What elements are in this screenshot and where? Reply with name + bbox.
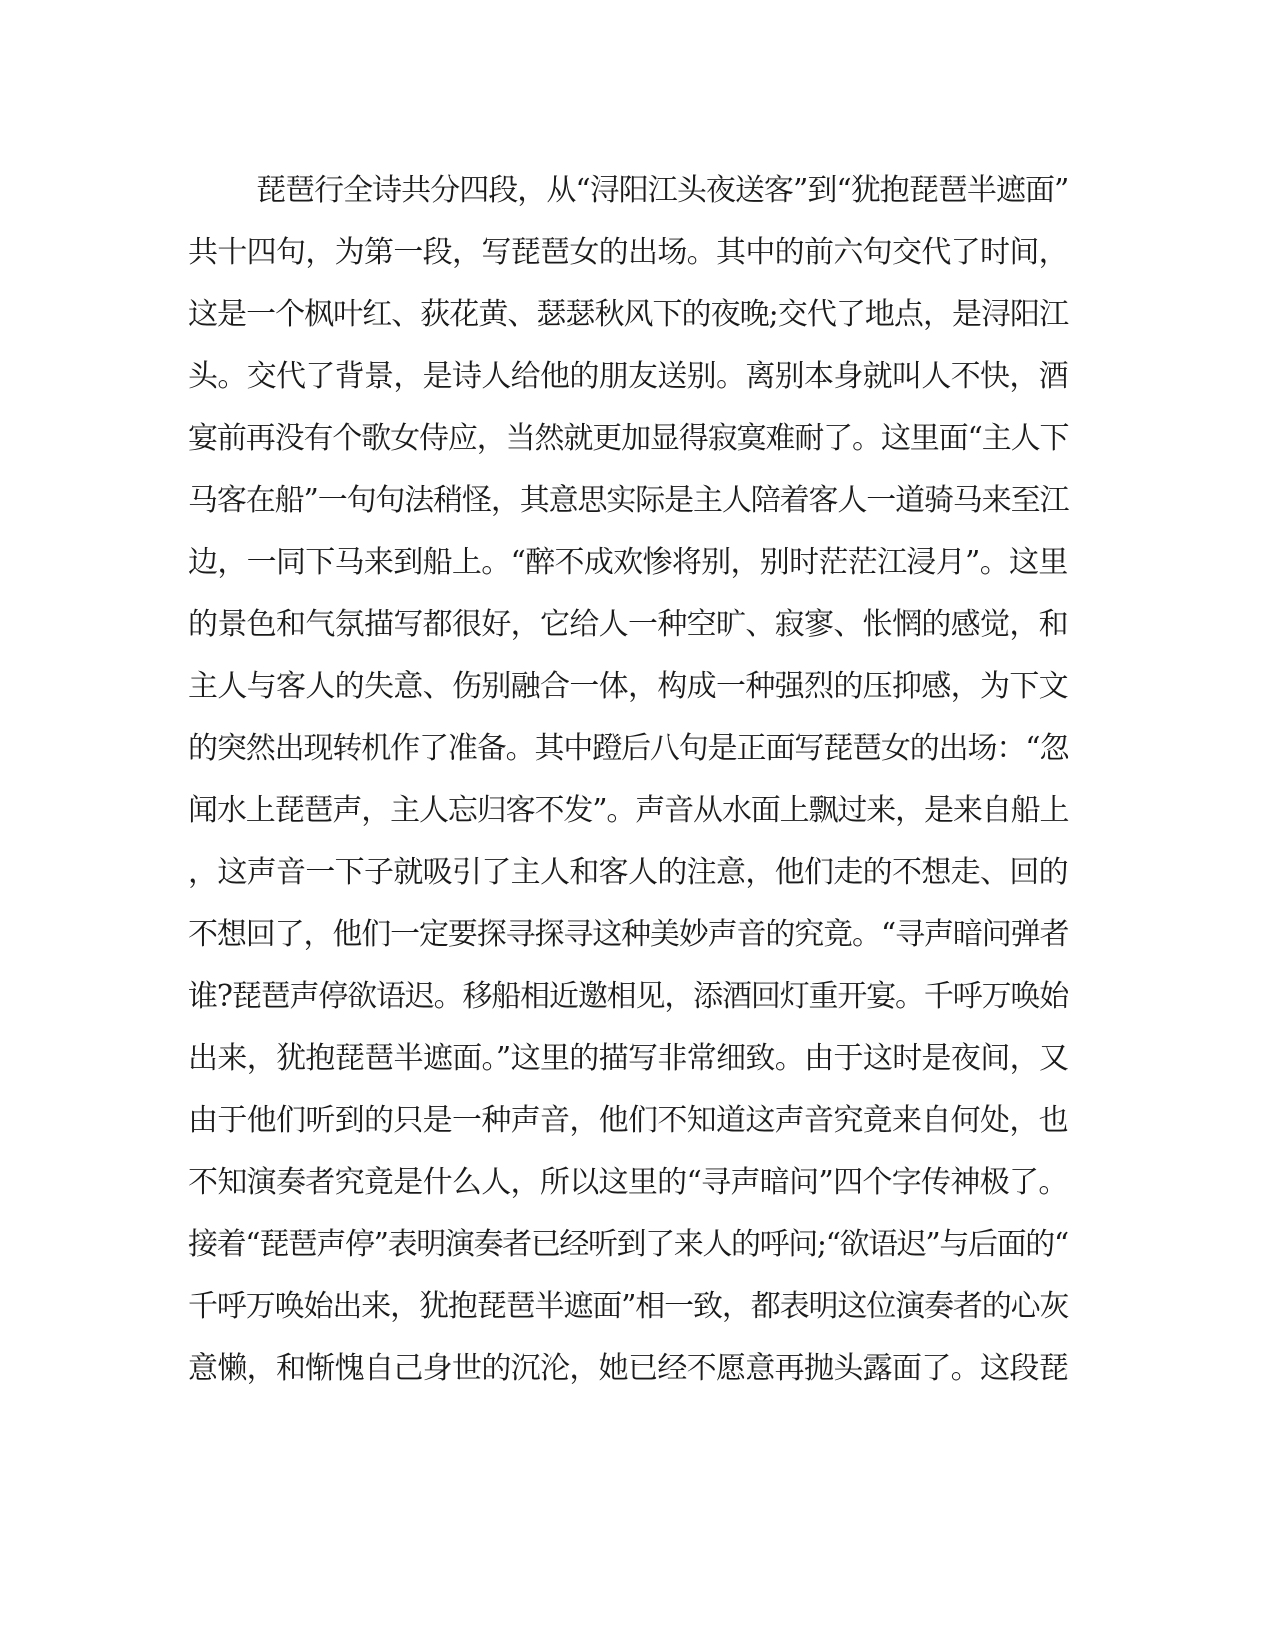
- paragraph-line: 由于他们听到的只是一种声音，他们不知道这声音究竟来自何处，也: [188, 1103, 1068, 1138]
- body-paragraph: [188, 160, 1068, 1400]
- paragraph-line: 马客在船”一句句法稍怪，其意思实际是主人陪着客人一道骑马来至江: [188, 483, 1069, 518]
- paragraph-line: 的景色和气氛描写都很好，它给人一种空旷、寂寥、怅惘的感觉，和: [188, 607, 1068, 642]
- paragraph-line: 谁?琵琶声停欲语迟。移船相近邀相见，添酒回灯重开宴。千呼万唤始: [188, 979, 1069, 1014]
- paragraph-line: ，这声音一下子就吸引了主人和客人的注意，他们走的不想走、回的: [188, 855, 1068, 890]
- paragraph-line: 不想回了，他们一定要探寻探寻这种美妙声音的究竟。“寻声暗问弹者: [188, 917, 1069, 952]
- paragraph-line: 这是一个枫叶红、荻花黄、瑟瑟秋风下的夜晚;交代了地点，是浔阳江: [188, 297, 1069, 332]
- paragraph-line: 出来，犹抱琵琶半遮面。”这里的描写非常细致。由于这时是夜间，又: [188, 1041, 1069, 1076]
- paragraph-line: 宴前再没有个歌女侍应，当然就更加显得寂寞难耐了。这里面“主人下: [188, 421, 1069, 456]
- paragraph-line: 琵琶行全诗共分四段，从“浔阳江头夜送客”到“犹抱琵琶半遮面”: [256, 173, 1069, 208]
- paragraph-line: 接着“琵琶声停”表明演奏者已经听到了来人的呼问;“欲语迟”与后面的“: [188, 1227, 1068, 1262]
- paragraph-line: 主人与客人的失意、伤别融合一体，构成一种强烈的压抑感，为下文: [188, 669, 1068, 704]
- paragraph-line: 闻水上琵琶声，主人忘归客不发”。声音从水面上飘过来，是来自船上: [188, 793, 1069, 828]
- paragraph-line: 意懒，和惭愧自己身世的沉沦，她已经不愿意再抛头露面了。这段琵: [188, 1351, 1068, 1386]
- paragraph-line: 的突然出现转机作了准备。其中蹬后八句是正面写琵琶女的出场：“忽: [188, 731, 1069, 766]
- paragraph-line: 头。交代了背景，是诗人给他的朋友送别。离别本身就叫人不快，酒: [188, 359, 1068, 394]
- paragraph-line: 千呼万唤始出来，犹抱琵琶半遮面”相一致，都表明这位演奏者的心灰: [188, 1289, 1069, 1324]
- paragraph-line: 不知演奏者究竟是什么人，所以这里的“寻声暗问”四个字传神极了。: [188, 1165, 1068, 1200]
- paragraph-line: 边，一同下马来到船上。“醉不成欢惨将别，别时茫茫江浸月”。这里: [188, 545, 1068, 580]
- paragraph-line: 共十四句，为第一段，写琵琶女的出场。其中的前六句交代了时间，: [188, 235, 1068, 270]
